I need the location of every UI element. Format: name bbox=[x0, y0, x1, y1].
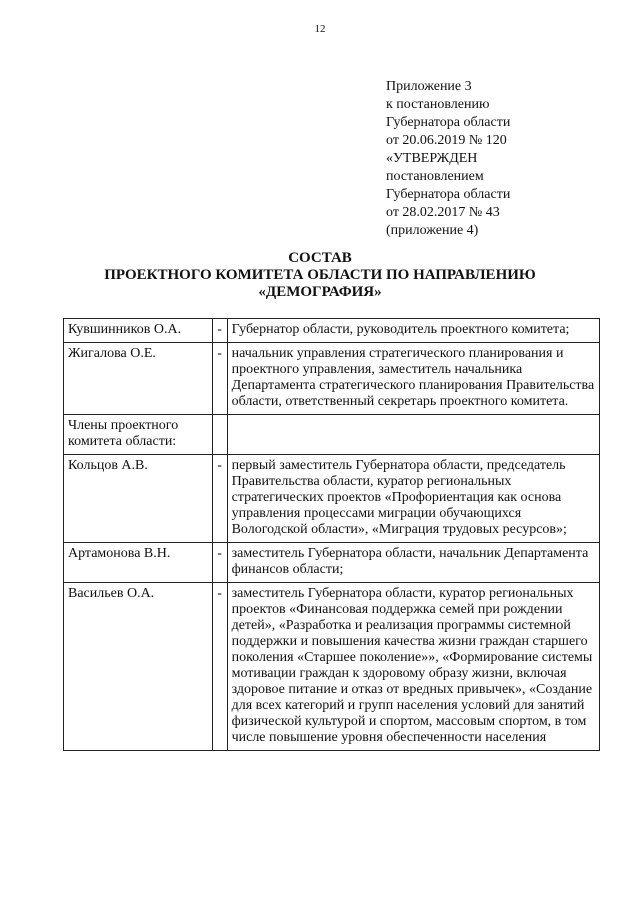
dash-separator: - bbox=[212, 543, 227, 583]
appendix-line: Губернатора области bbox=[386, 115, 511, 130]
appendix-line: к постановлению bbox=[386, 97, 490, 112]
appendix-line: от 20.06.2019 № 120 bbox=[386, 133, 507, 148]
title-line: «ДЕМОГРАФИЯ» bbox=[258, 284, 382, 300]
appendix-line: от 28.02.2017 № 43 bbox=[386, 205, 500, 220]
member-role: Губернатор области, руководитель проектного комитета; bbox=[227, 319, 599, 343]
appendix-line: Приложение 3 bbox=[386, 79, 472, 94]
document-title bbox=[60, 250, 580, 301]
table-row bbox=[64, 415, 600, 455]
member-name: Артамонова В.Н. bbox=[64, 543, 213, 583]
table-row bbox=[64, 343, 600, 415]
appendix-line: «УТВЕРЖДЕН bbox=[386, 151, 478, 166]
table-row bbox=[64, 583, 600, 751]
appendix-approval-block bbox=[386, 78, 626, 240]
appendix-line: (приложение 4) bbox=[386, 223, 479, 238]
member-role: первый заместитель Губернатора области, председатель Правительства области, куратор региональных стратегических проектов «Профориентация как основа управления процессами миграции обучающихся Вологодской области», «Миграция трудовых ресурсов»; bbox=[227, 455, 599, 543]
page-number: 12 bbox=[314, 23, 326, 35]
committee-composition-table bbox=[63, 318, 600, 751]
appendix-line: Губернатора области bbox=[386, 187, 511, 202]
member-name: Кольцов А.В. bbox=[64, 455, 213, 543]
dash-separator: - bbox=[212, 343, 227, 415]
section-heading: Члены проектного комитета области: bbox=[64, 415, 213, 455]
dash-separator bbox=[212, 415, 227, 455]
member-name: Жигалова О.Е. bbox=[64, 343, 213, 415]
dash-separator: - bbox=[212, 583, 227, 751]
member-role: заместитель Губернатора области, куратор региональных проектов «Финансовая поддержка семей при рождении детей», «Разработка и реализация программы системной поддержки и повышения качества жизни граждан старшего поколения «Старшее поколение»», «Формирование системы мотивации граждан к здоровому образу жизни, включая здоровое питание и отказ от вредных привычек», «Создание для всех категорий и групп населения условий для занятий физической культурой и спортом, массовым спортом, в том числе повышение уровня обеспеченности населения bbox=[227, 583, 599, 751]
member-role: начальник управления стратегического планирования и проектного управления, заместитель начальника Департамента стратегического планирования Правительства области, ответственный секретарь проектного комитета. bbox=[227, 343, 599, 415]
table-row bbox=[64, 455, 600, 543]
dash-separator: - bbox=[212, 319, 227, 343]
appendix-line: постановлением bbox=[386, 169, 484, 184]
title-line: ПРОЕКТНОГО КОМИТЕТА ОБЛАСТИ ПО НАПРАВЛЕНИЮ bbox=[104, 267, 536, 283]
table-row bbox=[64, 543, 600, 583]
title-line: СОСТАВ bbox=[288, 250, 352, 266]
member-role bbox=[227, 415, 599, 455]
dash-separator: - bbox=[212, 455, 227, 543]
member-name: Васильев О.А. bbox=[64, 583, 213, 751]
table-row bbox=[64, 319, 600, 343]
member-name: Кувшинников О.А. bbox=[64, 319, 213, 343]
member-role: заместитель Губернатора области, начальник Департамента финансов области; bbox=[227, 543, 599, 583]
